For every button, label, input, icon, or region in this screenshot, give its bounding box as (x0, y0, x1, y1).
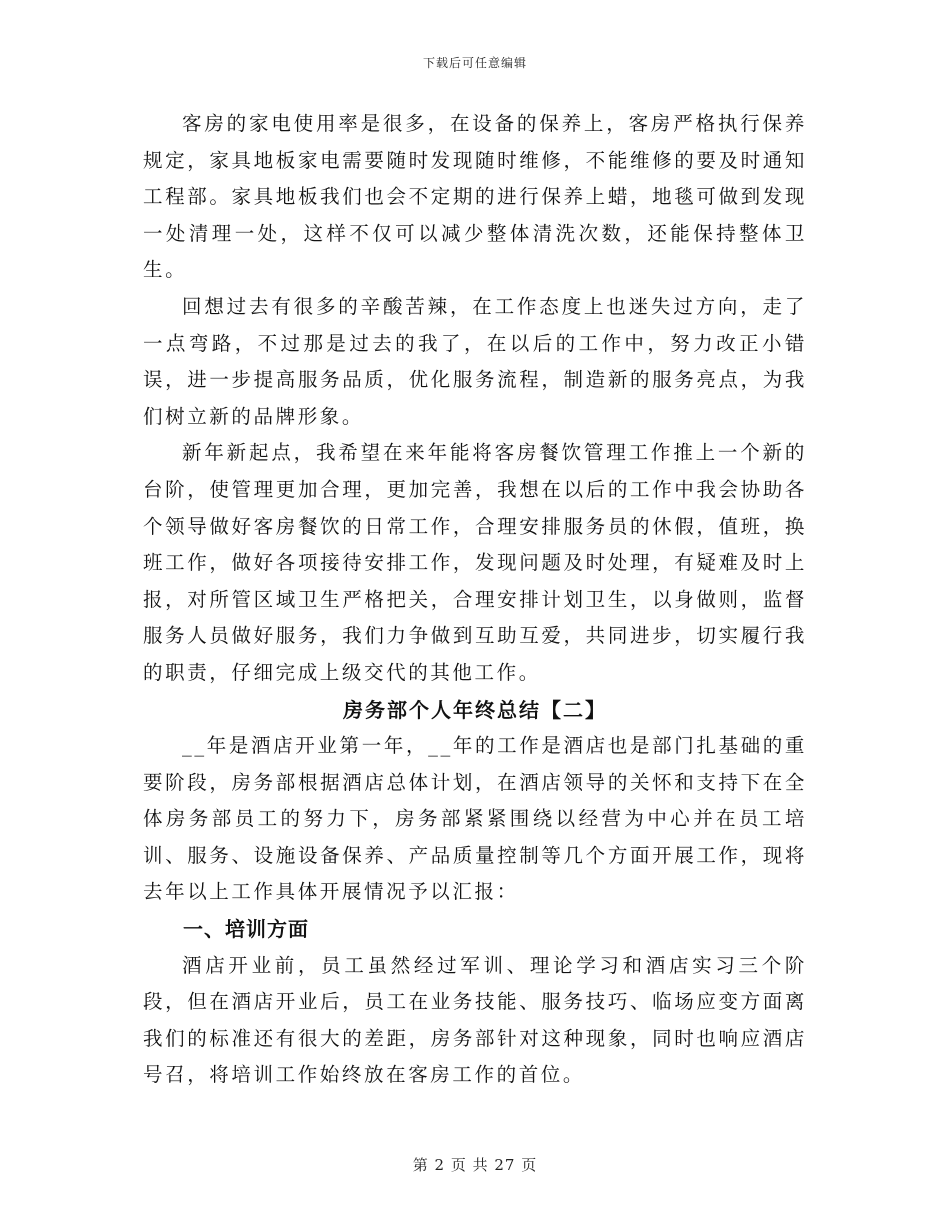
body-paragraph-maintenance: 客房的家电使用率是很多，在设备的保养上，客房严格执行保养规定，家具地板家电需要随时发现随时维修，不能维修的要及时通知工程部。家具地板我们也会不定期的进行保养上蜡，地毯可做到发现一处清理一处，这样不仅可以减少整体清洗次数，还能保持整体卫生。 (143, 112, 807, 282)
body-paragraph-new-year-plan: 新年新起点，我希望在来年能将客房餐饮管理工作推上一个新的台阶，使管理更加合理，更加完善，我想在以后的工作中我会协助各个领导做好客房餐饮的日常工作，合理安排服务员的休假，值班，换班工作，做好各项接待安排工作，发现问题及时处理，有疑难及时上报，对所管区域卫生严格把关，合理安排计划卫生，以身做则，监督服务人员做好服务，我们力争做到互助互爱，共同进步，切实履行我的职责，仔细完成上级交代的其他工作。 (143, 441, 807, 684)
page-footer: 第 2 页 共 27 页 (412, 1156, 538, 1174)
body-paragraph-training: 酒店开业前，员工虽然经过军训、理论学习和酒店实习三个阶段，但在酒店开业后，员工在业务技能、服务技巧、临场应变方面离我们的标准还有很大的差距，房务部针对这种现象，同时也响应酒店号召，将培训工作始终放在客房工作的首位。 (143, 953, 807, 1087)
document-body (143, 106, 807, 1094)
body-paragraph-reflection: 回想过去有很多的辛酸苦辣，在工作态度上也迷失过方向，走了一点弯路，不过那是过去的我了，在以后的工作中，努力改正小错误，进一步提高服务品质，优化服务流程，制造新的服务亮点，为我们树立新的品牌形象。 (143, 294, 807, 428)
section-title: 房务部个人年终总结【二】 (343, 697, 607, 722)
body-paragraph-intro: __年是酒店开业第一年，__年的工作是酒店也是部门扎基础的重要阶段，房务部根据酒店总体计划，在酒店领导的关怀和支持下在全体房务部员工的努力下，房务部紧紧围绕以经营为中心并在员工培训、服务、设施设备保养、产品质量控制等几个方面开展工作，现将去年以上工作具体开展情况予以汇报： (143, 734, 807, 904)
page-header: 下载后可任意编辑 (422, 56, 527, 70)
subheading-training: 一、培训方面 (183, 917, 309, 942)
